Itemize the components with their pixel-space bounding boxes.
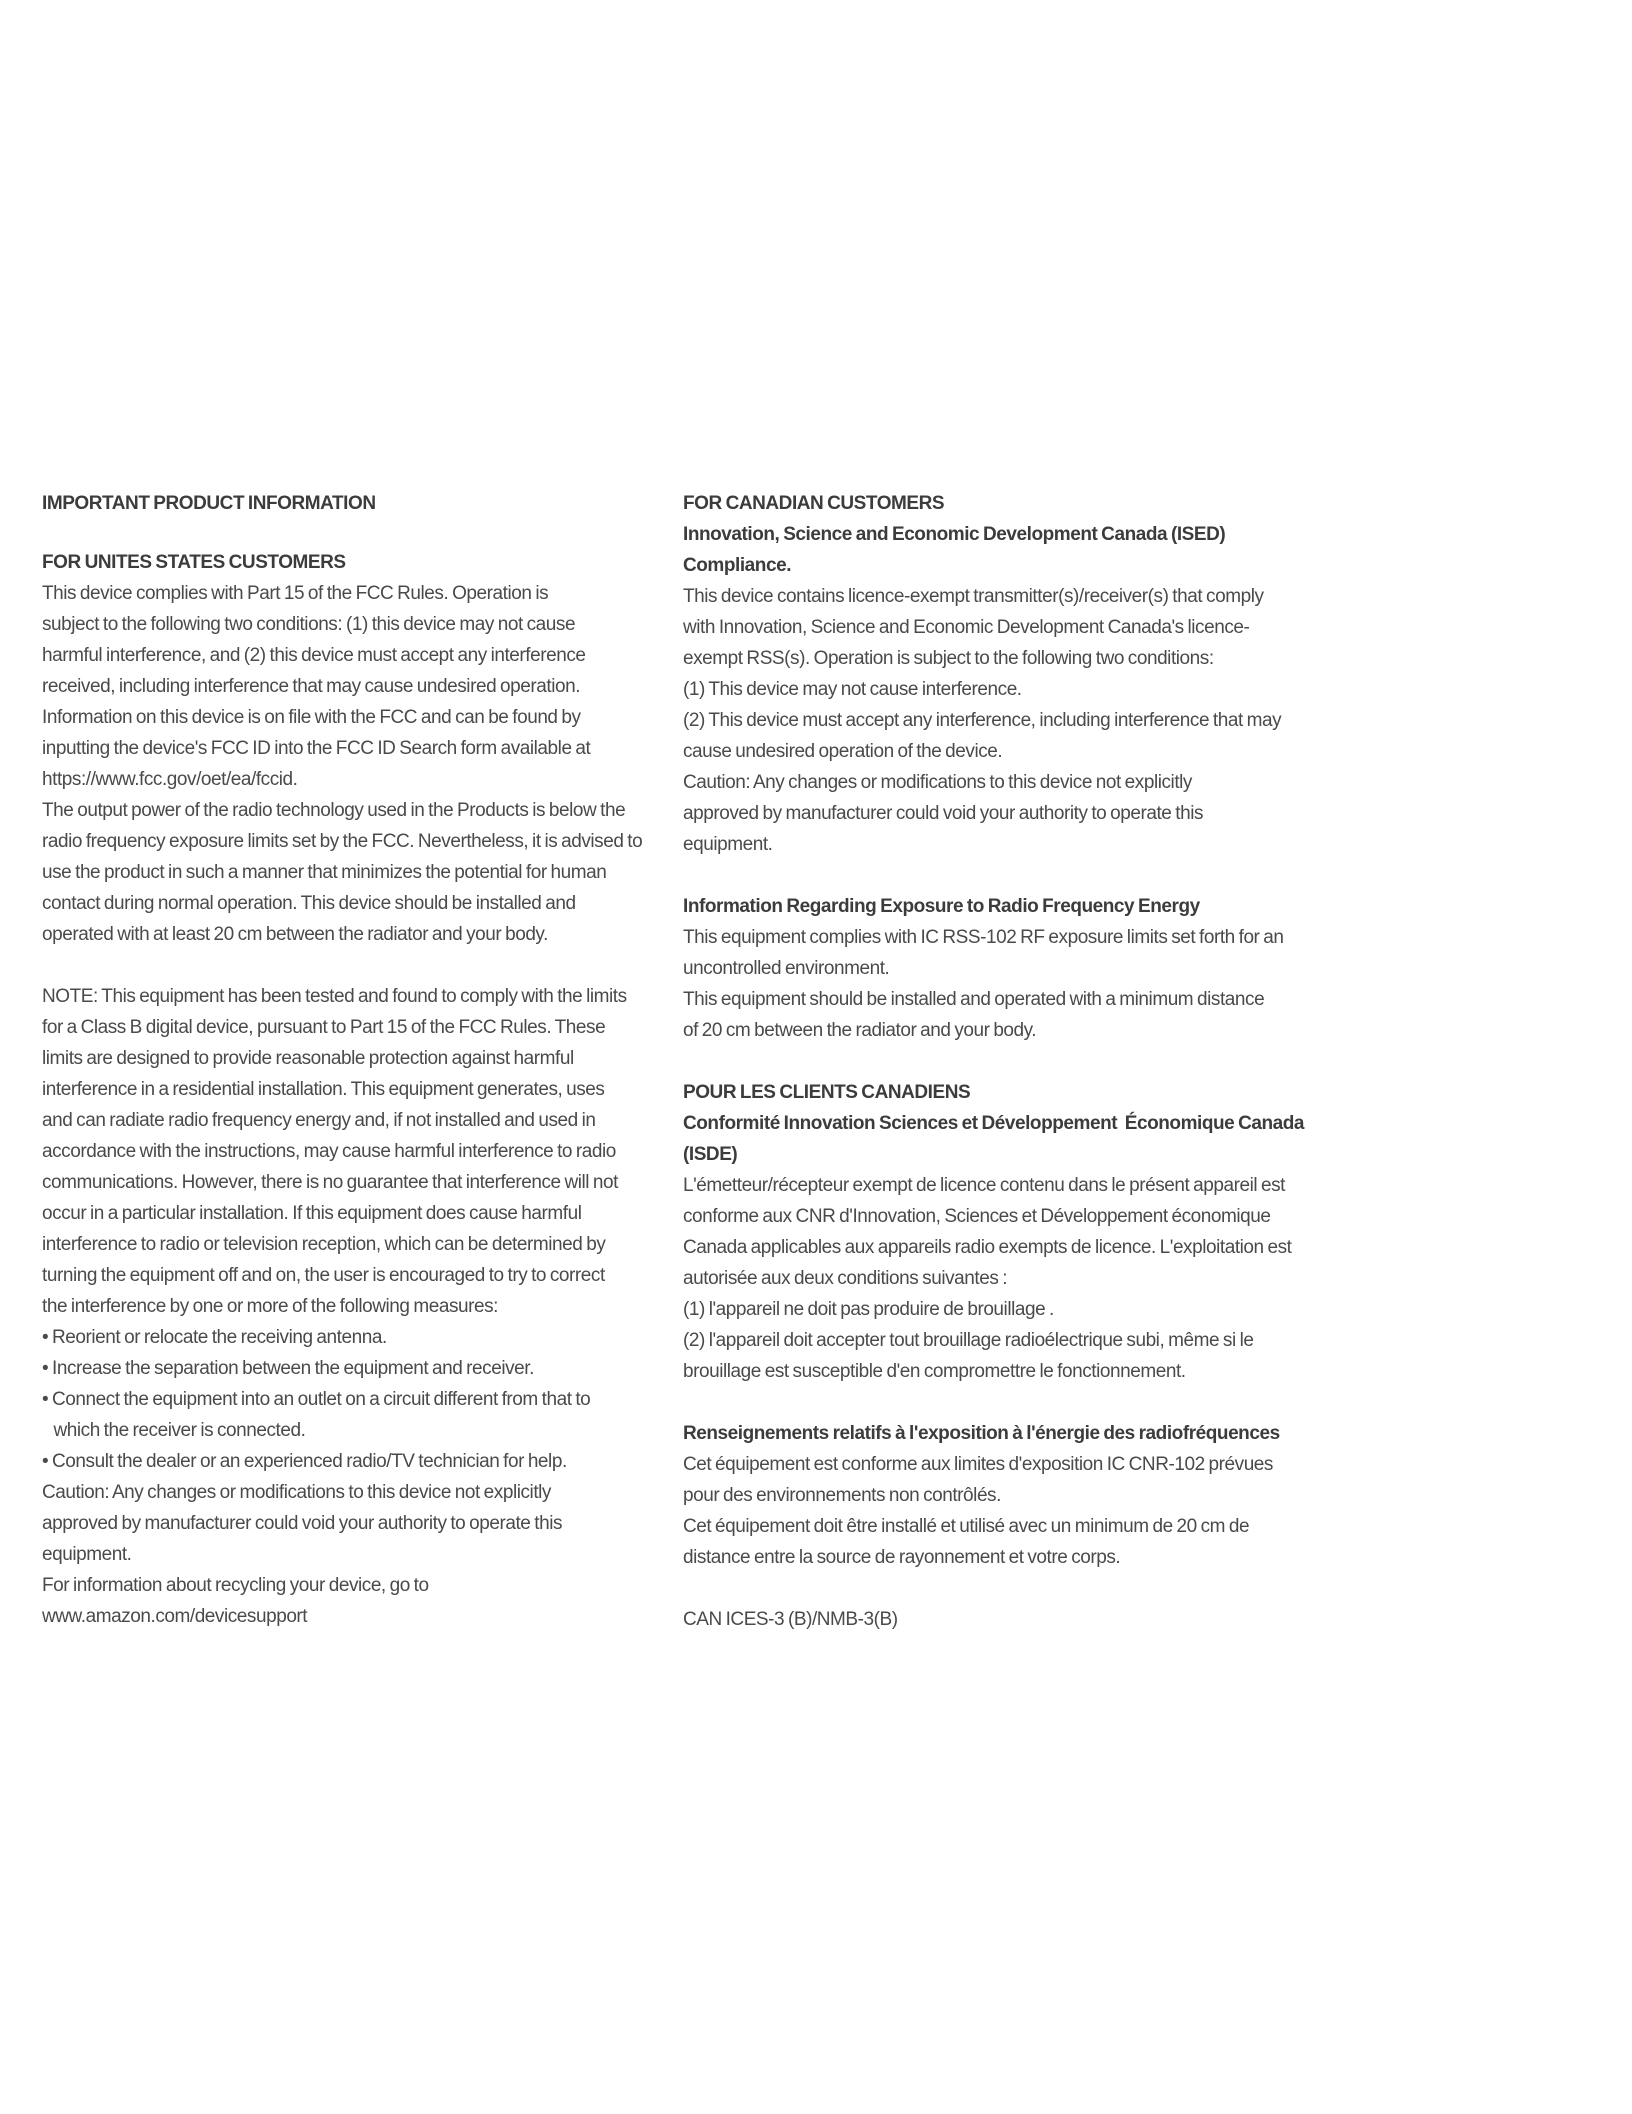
bullet-item: • Increase the separation between the equipment and receiver. — [42, 1358, 534, 1379]
text-line: (1) l'appareil ne doit pas produire de brouillage . — [683, 1299, 1054, 1320]
text-line: interference to radio or television reception, which can be determined by — [42, 1234, 606, 1255]
text-line: of 20 cm between the radiator and your body. — [683, 1020, 1037, 1041]
text-line: Canada applicables aux appareils radio exempts de licence. L'exploitation est — [683, 1237, 1292, 1258]
text-line: Cet équipement doit être installé et utilisé avec un minimum de 20 cm de — [683, 1516, 1250, 1537]
text-line: and can radiate radio frequency energy and, if not installed and used in — [42, 1110, 596, 1131]
bullet-item: • Reorient or relocate the receiving antenna. — [42, 1327, 387, 1348]
text-line: uncontrolled environment. — [683, 958, 890, 979]
text-line: subject to the following two conditions: (1) this device may not cause — [42, 614, 576, 635]
text-line: brouillage est susceptible d'en compromettre le fonctionnement. — [683, 1361, 1186, 1382]
text-line: (2) This device must accept any interference, including interference that may — [683, 710, 1282, 731]
ices-compliance-label: CAN ICES-3 (B)/NMB-3(B) — [683, 1609, 898, 1630]
text-line: conforme aux CNR d'Innovation, Sciences et Développement économique — [683, 1206, 1271, 1227]
text-line: use the product in such a manner that minimizes the potential for human — [42, 862, 607, 883]
text-line: occur in a particular installation. If this equipment does cause harmful — [42, 1203, 582, 1224]
text-line: For information about recycling your device, go to — [42, 1575, 429, 1596]
text-line: exempt RSS(s). Operation is subject to the following two conditions: — [683, 648, 1214, 669]
ised-heading: Compliance. — [683, 555, 792, 576]
us-customers-text — [42, 578, 642, 950]
bullet-item: • Connect the equipment into an outlet on a circuit different from that to — [42, 1389, 591, 1410]
fcc-url: https://www.fcc.gov/oet/ea/fccid. — [42, 769, 298, 790]
text-line: This equipment should be installed and operated with a minimum distance — [683, 989, 1265, 1010]
text-line: Caution: Any changes or modifications to this device not explicitly — [683, 772, 1192, 793]
text-line: accordance with the instructions, may cause harmful interference to radio — [42, 1141, 616, 1162]
text-line: communications. However, there is no guarantee that interference will not — [42, 1172, 618, 1193]
text-line: with Innovation, Science and Economic Development Canada's licence- — [683, 617, 1250, 638]
text-line: inputting the device's FCC ID into the FCC ID Search form available at — [42, 738, 591, 759]
rf-exposure-french-text — [683, 1449, 1295, 1573]
text-line: the interference by one or more of the following measures: — [42, 1296, 498, 1317]
text-line: operated with at least 20 cm between the radiator and your body. — [42, 924, 548, 945]
isde-text — [683, 1170, 1295, 1387]
text-line: Caution: Any changes or modifications to this device not explicitly — [42, 1482, 551, 1503]
text-line: equipment. — [42, 1544, 132, 1565]
bullet-item-continuation: which the receiver is connected. — [42, 1420, 306, 1441]
text-line: Information on this device is on file with the FCC and can be found by — [42, 707, 581, 728]
text-line: This equipment complies with IC RSS-102 RF exposure limits set forth for an — [683, 927, 1284, 948]
text-line: harmful interference, and (2) this device must accept any interference — [42, 645, 586, 666]
text-line: distance entre la source de rayonnement et votre corps. — [683, 1547, 1121, 1568]
text-line: turning the equipment off and on, the user is encouraged to try to correct — [42, 1265, 605, 1286]
us-customers-heading: FOR UNITES STATES CUSTOMERS — [42, 552, 346, 573]
text-line: (1) This device may not cause interference. — [683, 679, 1022, 700]
text-line: NOTE: This equipment has been tested and found to comply with the limits — [42, 986, 627, 1007]
text-line: interference in a residential installation. This equipment generates, uses — [42, 1079, 605, 1100]
text-line: Cet équipement est conforme aux limites d'exposition IC CNR-102 prévues — [683, 1454, 1273, 1475]
ised-heading: Innovation, Science and Economic Development Canada (ISED) — [683, 524, 1226, 545]
document-title: IMPORTANT PRODUCT INFORMATION — [42, 493, 376, 514]
french-customers-heading: POUR LES CLIENTS CANADIENS — [683, 1082, 971, 1103]
text-line: contact during normal operation. This device should be installed and — [42, 893, 576, 914]
text-line: approved by manufacturer could void your authority to operate this — [42, 1513, 563, 1534]
isde-heading: Conformité Innovation Sciences et Développement Économique Canada — [683, 1113, 1305, 1134]
rf-exposure-heading: Information Regarding Exposure to Radio Frequency Energy — [683, 896, 1200, 917]
text-line: autorisée aux deux conditions suivantes : — [683, 1268, 1008, 1289]
text-line: for a Class B digital device, pursuant to Part 15 of the FCC Rules. These — [42, 1017, 606, 1038]
right-column — [683, 488, 1305, 1635]
text-line: equipment. — [683, 834, 773, 855]
text-line: cause undesired operation of the device. — [683, 741, 1003, 762]
text-line: radio frequency exposure limits set by the FCC. Nevertheless, it is advised to — [42, 831, 643, 852]
rf-exposure-french-heading: Renseignements relatifs à l'exposition à l'énergie des radiofréquences — [683, 1423, 1280, 1444]
support-url: www.amazon.com/devicesupport — [42, 1606, 308, 1627]
text-line: This device contains licence-exempt transmitter(s)/receiver(s) that comply — [683, 586, 1264, 607]
text-line: L'émetteur/récepteur exempt de licence contenu dans le présent appareil est — [683, 1175, 1285, 1196]
left-column — [42, 488, 642, 1632]
text-line: pour des environnements non contrôlés. — [683, 1485, 1001, 1506]
text-line: received, including interference that may cause undesired operation. — [42, 676, 581, 697]
text-line: The output power of the radio technology used in the Products is below the — [42, 800, 626, 821]
canadian-customers-heading: FOR CANADIAN CUSTOMERS — [683, 493, 945, 514]
text-line: limits are designed to provide reasonable protection against harmful — [42, 1048, 574, 1069]
ised-text — [683, 581, 1295, 860]
bullet-item: • Consult the dealer or an experienced radio/TV technician for help. — [42, 1451, 567, 1472]
fcc-note-text — [42, 981, 642, 1632]
text-line: This device complies with Part 15 of the FCC Rules. Operation is — [42, 583, 549, 604]
isde-heading: (ISDE) — [683, 1144, 738, 1165]
text-line: (2) l'appareil doit accepter tout brouillage radioélectrique subi, même si le — [683, 1330, 1254, 1351]
rf-exposure-text — [683, 922, 1295, 1046]
text-line: approved by manufacturer could void your authority to operate this — [683, 803, 1204, 824]
